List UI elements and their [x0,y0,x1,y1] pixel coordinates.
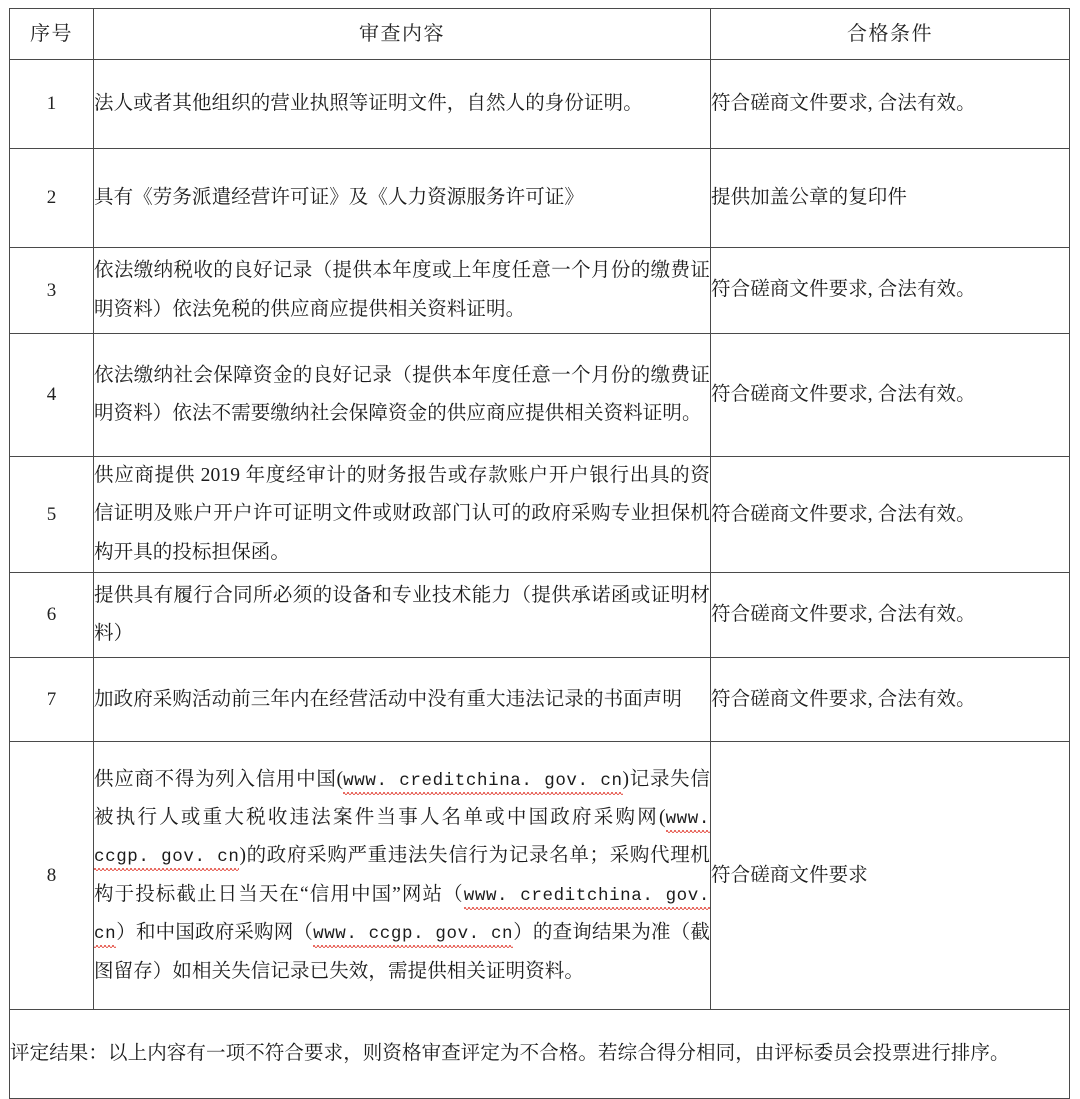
table-row [10,658,1070,742]
row-content: 供应商提供 2019 年度经审计的财务报告或存款账户开户银行出具的资信证明及账户开户许可证明文件或财政部门认可的政府采购专业担保机构开具的投标担保函。 [94,457,711,573]
row-number: 7 [10,658,94,742]
row-content: 提供具有履行合同所必须的设备和专业技术能力（提供承诺函或证明材料） [94,573,711,658]
row-condition: 符合磋商文件要求, 合法有效。 [711,334,1070,457]
header-condition: 合格条件 [711,9,1070,60]
header-no: 序号 [10,9,94,60]
evaluation-result-text: 评定结果：以上内容有一项不符合要求，则资格审查评定为不合格。若综合得分相同，由评标委员会投票进行排序。 [10,1010,1070,1099]
table-row [10,60,1070,149]
evaluation-result-row [10,1010,1070,1099]
table-row [10,457,1070,573]
header-row [10,9,1070,60]
row-condition: 符合磋商文件要求, 合法有效。 [711,658,1070,742]
table-row [10,742,1070,1010]
table-row [10,334,1070,457]
table-row [10,573,1070,658]
table-header [10,9,1070,60]
row-condition: 符合磋商文件要求, 合法有效。 [711,60,1070,149]
row-condition: 符合磋商文件要求 [711,742,1070,1010]
row-number: 3 [10,248,94,334]
url-text: www. ccgp. gov. cn [313,924,513,948]
row-number: 5 [10,457,94,573]
row-content: 法人或者其他组织的营业执照等证明文件，自然人的身份证明。 [94,60,711,149]
url-text: www. creditchina. gov. cn [94,886,710,948]
table-row [10,149,1070,248]
row-condition: 符合磋商文件要求, 合法有效。 [711,457,1070,573]
row-content: 依法缴纳社会保障资金的良好记录（提供本年度任意一个月份的缴费证明资料）依法不需要缴纳社会保障资金的供应商应提供相关资料证明。 [94,334,711,457]
row-number: 6 [10,573,94,658]
row-condition: 符合磋商文件要求, 合法有效。 [711,248,1070,334]
row-number: 2 [10,149,94,248]
qualification-review-table [9,8,1070,1099]
row-number: 8 [10,742,94,1010]
row-number: 1 [10,60,94,149]
table-body [10,60,1070,1099]
row-condition: 提供加盖公章的复印件 [711,149,1070,248]
header-content: 审查内容 [94,9,711,60]
row-content: 依法缴纳税收的良好记录（提供本年度或上年度任意一个月份的缴费证明资料）依法免税的供应商应提供相关资料证明。 [94,248,711,334]
row-number: 4 [10,334,94,457]
row-condition: 符合磋商文件要求, 合法有效。 [711,573,1070,658]
url-text: www. ccgp. gov. cn [94,809,710,871]
row-content: 加政府采购活动前三年内在经营活动中没有重大违法记录的书面声明 [94,658,711,742]
table-row [10,248,1070,334]
url-text: www. creditchina. gov. cn [343,771,622,795]
row-content: 供应商不得为列入信用中国(www. creditchina. gov. cn)记录失信被执行人或重大税收违法案件当事人名单或中国政府采购网(www. ccgp. gov. cn)的政府采购严重违法失信行为记录名单；采购代理机构于投标截止日当天在“信用中国”网站（www. creditchina. gov. cn）和中国政府采购网（www. ccgp. gov. cn）的查询结果为准（截图留存）如相关失信记录已失效，需提供相关证明资料。 [94,742,711,1010]
row-content: 具有《劳务派遣经营许可证》及《人力资源服务许可证》 [94,149,711,248]
